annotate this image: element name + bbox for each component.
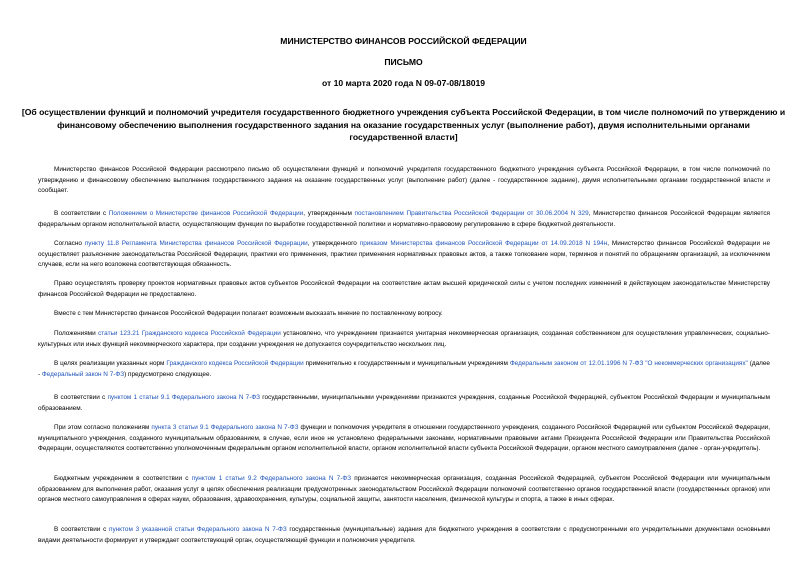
paragraph-text: Согласно xyxy=(54,240,85,247)
paragraph xyxy=(38,359,770,380)
paragraph-text: В соответствии с xyxy=(54,394,108,401)
paragraph-text: При этом согласно положениям xyxy=(54,424,152,431)
paragraph xyxy=(38,239,770,271)
paragraph xyxy=(38,279,770,300)
paragraph-text: В соответствии с xyxy=(54,526,109,533)
paragraph-text: применительно к государственным и муниципальным учреждениям xyxy=(303,360,510,367)
paragraph-text: , Министерство финансов Российской Федерации является федеральным органом исполнительной власти, осуществляющим функции по выработке государственной политики и нормативно-правовому регулированию в сфере бюджетной деятельности. xyxy=(38,210,771,228)
paragraph-text: , утвержденного xyxy=(307,240,360,247)
paragraph-text: признается некоммерческая организация, созданная Российской Федерацией, субъектом Российской Федерации или муниципальным образованием для выполнения работ, оказания услуг в целях обеспечения реализации предусмотренных законодательством Российской Федерации полномочий соответственно органов государственной власти (государственных органов) или органов местного самоуправления в сферах науки, образования, здравоохранения, культуры, социальной защиты, занятости населения, физической культуры и спорта, а также в иных сферах. xyxy=(38,475,770,504)
ministry-heading: МИНИСТЕРСТВО ФИНАНСОВ РОССИЙСКОЙ ФЕДЕРАЦИИ xyxy=(280,36,527,46)
document-link[interactable]: пунктом 1 статьи 9.2 Федерального закона N 7-ФЗ xyxy=(191,475,352,482)
document-link[interactable]: статьи 123.21 Гражданского кодекса Российской Федерации xyxy=(98,330,281,337)
document-type: ПИСЬМО xyxy=(384,57,423,67)
paragraph-text: установлено, что учреждением признается унитарная некоммерческая организация, созданная собственником для осуществления управленческих, социально-культурных или иных функций некоммерческого характера, при создании учреждения не допускается соучредительство нескольких лиц. xyxy=(38,330,770,348)
document-link[interactable]: пункту 11.8 Регламента Министерства финансов Российской Федерации xyxy=(84,240,308,247)
paragraph xyxy=(38,393,770,414)
paragraph-text: В соответствии с xyxy=(54,210,109,217)
paragraph xyxy=(38,329,770,350)
paragraph-text: Право осуществлять проверку проектов нормативных правовых актов субъектов Российской Федерации на соответствие актам высшей юридической силы с учетом последних изменений в действующем законодательстве Министерству финансов Российской Федерации не предоставлено. xyxy=(38,280,770,298)
paragraph-text: государственными, муниципальными учреждениями признаются учреждения, созданные Российской Федерацией, субъектом Российской Федерации и муниципальным образованием. xyxy=(38,394,770,412)
paragraph xyxy=(38,209,770,230)
document-date-number: от 10 марта 2020 года N 09-07-08/18019 xyxy=(321,78,486,88)
document-link[interactable]: пунктом 3 указанной статьи Федерального закона N 7-ФЗ xyxy=(109,526,287,533)
document-link[interactable]: Федеральный закон N 7-ФЗ xyxy=(41,370,125,378)
paragraph-text: , утвержденным xyxy=(303,210,355,217)
document-link[interactable]: Положением о Министерстве финансов Российской Федерации xyxy=(108,210,304,217)
document-link[interactable]: Федеральным законом от 12.01.1996 N 7-ФЗ "О некоммерческих организациях" xyxy=(509,360,748,367)
paragraph xyxy=(38,165,770,197)
paragraph-text: функции и полномочия учредителя в отношении государственного учреждения, созданного Российской Федерацией или субъектом Российской Федерации, муниципального учреждения, созданного муниципальным образованием, в случае, если иное не установлено федеральными законами, нормативными правовыми актами Президента Российской Федерации или Правительства Российской Федерации, осуществляются соответственно уполномоченным федеральным органом исполнительной власти, органом исполнительной власти субъекта Российской Федерации, органом местного самоуправления (далее - орган-учредитель). xyxy=(38,424,770,453)
paragraph-text: Министерство финансов Российской Федерации рассмотрело письмо об осуществлении функций и полномочий учредителя государственного бюджетного учреждения субъекта Российской Федерации, в том числе полномочий по утверждению и финансовому обеспечению выполнения государственного задания на оказание государственных услуг (выполнение работ) (далее - государственное задание), двумя исполнительными органами государственной власти и сообщает. xyxy=(38,166,770,195)
paragraph xyxy=(38,423,770,455)
paragraph-text: , Министерство финансов Российской Федерации не осуществляет разъяснение законодательства Российской Федерации, практики его применения, практики применения нормативных правовых актов, а также толкование норм, терминов и понятий по обращениям организаций, за исключением случаев, если на него возложена соответствующая обязанность. xyxy=(38,240,771,269)
paragraph-text: Бюджетным учреждением в соответствии с xyxy=(54,475,192,482)
document-subject: [Об осуществлении функций и полномочий учредителя государственного бюджетного учреждения субъекта Российской Федерации, в том числе полномочий по утверждению и финансовому обеспечению выполнения государственного задания на оказание государственных услуг (выполнение работ), двумя исполнительными органами государственной власти] xyxy=(21,107,786,143)
document-link[interactable]: пунктом 1 статьи 9.1 Федерального закона N 7-ФЗ xyxy=(107,394,261,401)
document-link[interactable]: пункта 3 статьи 9.1 Федерального закона N 7-ФЗ xyxy=(151,424,299,431)
paragraph-text: государственные (муниципальные) задания для бюджетного учреждения в соответствии с предусмотренными его учредительными документами основными видами деятельности формирует и утверждает соответствующий орган, осуществляющий функции и полномочия учредителя. xyxy=(38,526,770,544)
paragraph-text: Положениями xyxy=(54,330,99,337)
document-link[interactable]: приказом Министерства финансов Российской Федерации от 14.09.2018 N 194н xyxy=(359,240,608,247)
paragraph xyxy=(38,309,770,320)
document-link[interactable]: постановлением Правительства Российской Федерации от 30.06.2004 N 329 xyxy=(354,210,589,217)
paragraph-text: В целях реализации указанных норм xyxy=(54,360,167,367)
paragraph-text: ) предусмотрено следующее. xyxy=(124,370,212,378)
paragraph-text: Вместе с тем Министерство финансов Российской Федерации полагает возможным высказать мнение по поставленному вопросу. xyxy=(54,310,443,317)
document-link[interactable]: Гражданского кодекса Российской Федерации xyxy=(166,360,304,367)
paragraph-text: (далее - xyxy=(38,360,770,378)
paragraph xyxy=(38,474,770,506)
paragraph xyxy=(38,525,770,546)
